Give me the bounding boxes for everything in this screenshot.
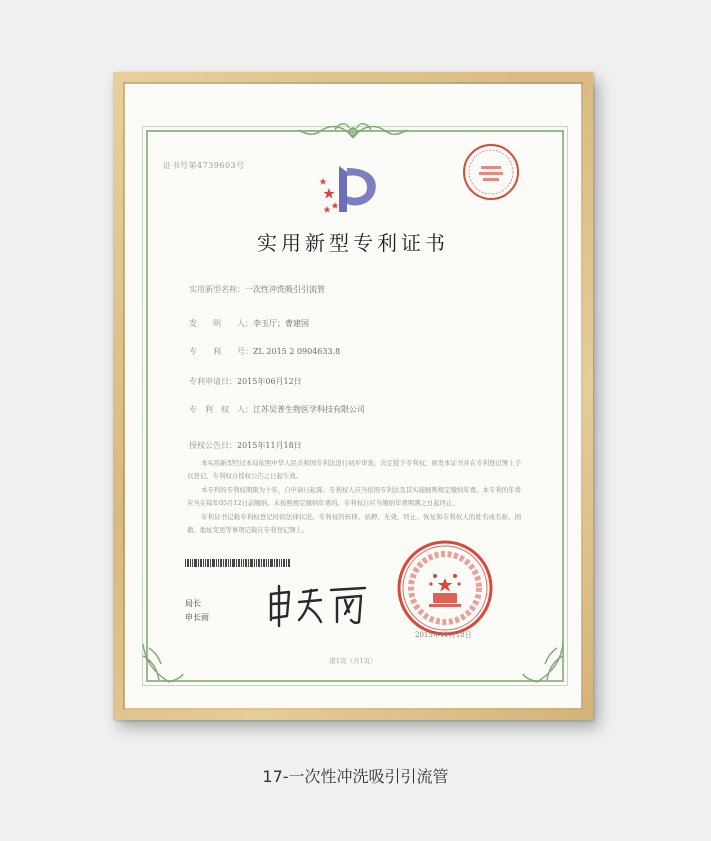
field-label: 专 利 号：	[189, 347, 253, 356]
certificate-paper	[125, 84, 581, 708]
field-value: 2015年06月12日	[237, 377, 302, 386]
field-label: 专利申请日：	[189, 377, 237, 386]
field-label: 实用新型名称：	[189, 285, 245, 294]
certificate-title: 实用新型专利证书	[257, 231, 449, 255]
picture-frame	[113, 72, 593, 720]
field-value: 2015年11月18日	[237, 441, 302, 450]
field-label: 专 利 权 人：	[189, 405, 253, 414]
patentee-row	[189, 404, 365, 415]
certificate-body-text	[187, 457, 521, 537]
filing-date-row	[189, 376, 302, 387]
barcode-icon	[185, 559, 291, 567]
body-paragraph: 本实用新型经过本局依照中华人民共和国专利法进行初步审查，决定授予专利权，颁发本证书并在专利登记簿上予以登记。专利权自授权公告之日起生效。	[187, 459, 521, 481]
page-number: 第1页（共1页）	[329, 657, 377, 665]
image-caption: 17-一次性冲洗吸引引流管	[262, 767, 449, 786]
body-paragraph: 本专利的专利权期限为十年，自申请日起算。专利权人应当依照专利法及其实施细则规定缴纳年费。本专利的年费应当在每年05月12日前缴纳。未按照规定缴纳年费的，专利权自应当缴纳年费期满之日起终止。	[187, 485, 521, 508]
field-label: 授权公告日：	[189, 441, 237, 450]
signatory-block	[185, 597, 209, 625]
official-red-seal-icon	[395, 538, 495, 638]
field-value: 江苏吴普生物医学科技有限公司	[253, 405, 365, 414]
top-ornament-icon	[295, 120, 411, 144]
handwritten-signature-icon	[265, 582, 373, 628]
field-label: 发 明 人：	[189, 319, 253, 328]
signatory-name: 申长雨	[185, 613, 209, 622]
inventor-row	[189, 318, 309, 329]
patent-number-row	[189, 346, 340, 357]
field-value: 一次性冲洗吸引引流管	[245, 285, 325, 294]
field-value: 李玉厅；曹建国	[253, 319, 309, 328]
grant-date-row	[189, 440, 302, 451]
utility-model-name-row	[189, 284, 325, 295]
small-red-seal-icon	[461, 142, 521, 202]
field-value: ZL 2015 2 0904633.8	[253, 347, 341, 356]
certificate-number: 证书号第4739603号	[163, 161, 245, 170]
body-paragraph: 专利证书记载专利权登记时的法律状况。专利权的转移、质押、无效、终止、恢复和专利权人的姓名或名称、国籍、地址变更等事项记载在专利登记簿上。	[187, 512, 521, 535]
signatory-title: 局长	[185, 599, 201, 608]
seal-date: 2015年11月18日	[415, 631, 472, 639]
patent-office-emblem-icon	[317, 158, 387, 220]
